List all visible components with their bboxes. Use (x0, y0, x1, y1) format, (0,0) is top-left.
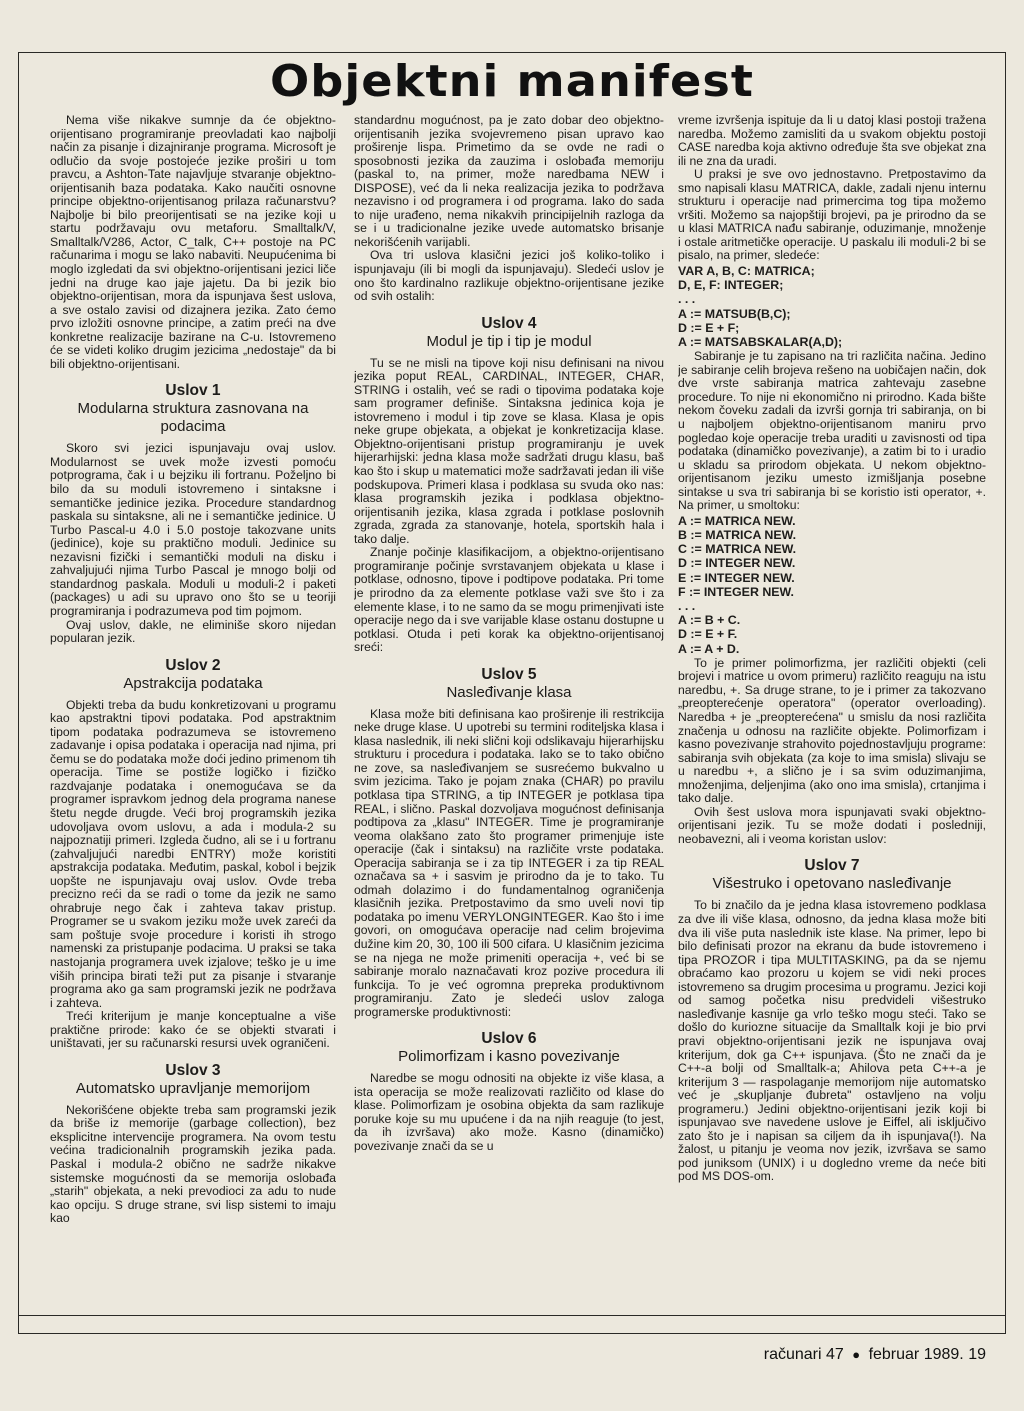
code-block-pascal (678, 264, 986, 349)
paragraph: Znanje počinje klasifikacijom, a objektno-orijentisano programiranje počinje svrstavanjem objekata u klase i potklase, odnosno, tipove i podtipove podataka. Pri tome je prirodno da za elemente potklase važi sve što i za elemente klase, i to ne samo da se mogu primenjivati iste operacije nego da i sve varijable klase ostanu dostupne u potklasi. Otuda i peti korak ka objektno-orijentisanoj sreći: (354, 545, 664, 655)
paragraph: Skoro svi jezici ispunjavaju ovaj uslov. Modularnost se uvek može izvesti pomoću potprograma, čak i u bejziku ili fortranu. Poželjno bi bilo da su moduli istovremeno i sintaksne i semantičke jedinice jezika. Procedure standardnog paskala su sintaksne, ali ne i semantičke jedinice. U Turbo Pascal-u 4.0 i 5.0 postoje takozvane units (jedinice), koje su praktično moduli. Jedinice su nezavisni fizički i semantički moduli na disku i zahvaljujući njima Turbo Pascal je mnogo bolji od standardnog paskala. Moduli u moduli-2 i paketi (packages) u adi su upravo ono što se u teoriji programiranja i podrazumeva pod tim pojmom. (50, 441, 336, 618)
section-number: Uslov 1 (165, 382, 221, 400)
code-line: D, E, F: INTEGER; (678, 278, 784, 293)
column-3 (678, 114, 986, 1324)
section-title: Modul je tip i tip je modul (426, 332, 592, 350)
section-title: Nasleđivanje klasa (446, 683, 572, 701)
section-number: Uslov 3 (165, 1061, 221, 1079)
paragraph: Ova tri uslova klasični jezici još koliko-toliko i ispunjavaju (ili bi mogli da ispunjavaju). Sledeći uslov je ono što kardinalno razlikuje objektno-orijentisane jezike od svih ostalih: (354, 248, 664, 304)
code-line: F := INTEGER NEW. (678, 584, 794, 599)
paragraph: Klasa može biti definisana kao proširenje ili restrikcija neke druge klase. U upotrebi su termini roditeljska klasa i klasa naslednik, ili neki slični koji odslikavaju hijerarhijsku strukturu i procedura i podataka. Iako se to tako obično ne zove, sa nasleđivanjem se susrećemo bukvalno u svim jezicima. Tako je pojam znaka (CHAR) po pravilu potklasa tipa STRING, a tip INTEGER je potklasa tipa REAL, i slično. Paskal dozvoljava mogućnost definisanja podtipova za „klasu" INTEGER. Time je programiranje veoma olakšano zato što programer primenjuje iste operacije (čak i sintaksu) na različite vrste podataka. Operacija sabiranja se i za tip INTEGER i za tip REAL označava sa + i sasvim je prirodno da je to tako. Tu odmah dolazimo i do fundamentalnog ograničenja klasičnih jezika. Pretpostavimo da smo uveli novi tip podataka po imenu VERYLONGINTEGER. Kao što i ime govori, on omogućava operacije nad celim brojevima dužine kim 20, 30, 100 ili 500 cifara. U klasičnim jezicima se na njega ne može primeniti operacija +, već bi se sabiranje moralo naznačavati kroz pozive procedura ili funkcija. To je već ogromna prepreka produktivnom programiranju. Zato je sledeći uslov zaloga programerske produktivnosti: (354, 706, 664, 1019)
magazine-issue: računari 47 (763, 1346, 844, 1363)
paragraph: Ovaj uslov, dakle, ne eliminiše skoro nijedan popularan jezik. (50, 617, 336, 646)
section-heading-4 (354, 314, 664, 351)
paragraph: To bi značilo da je jedna klasa istovremeno podklasa za dve ili više klasa, odnosno, da jedna klasa može biti dva ili više puta naslednik iste klase. Na primer, lepo bi bilo definisati prozor na ekranu da bude istovremeno i tipa PROZOR i tipa MULTITASKING, pa da se njemu obraćamo kao prozoru u kojem se vidi neki proces istovremeno sa drugim procesima u programu. Jezici koji od samog početka nisu predvideli višestruko nasleđivanje kasnije ga vrlo teško mogu steći. Tako se došlo do kuriozne situacije da Smalltalk koji je bio prvi pravi objektno-orijentisani jezik ne ispunjava ovaj kriterijum, dok ga C++ ispunjava. (Što ne znači da je C++-a bolji od Smalltalk-a; Ahilova peta C++-a je kriterijum 3 — raspolaganje memorijom nije automatsko već je „skupljanje đubreta" ostavljeno na volju programeru.) Jedini objektno-orijentisani jezik koji bi ispunjavao sve navedene uslove je Eiffel, ali isključivo zato što je i napisan sa ciljem da ih ispunjava(!). Na žalost, u pitanju je veoma nov jezik, izvršava se samo pod juniksom (UNIX) i u dogledno vreme da neće biti pod MS DOS-om. (678, 898, 986, 1184)
section-title: Automatsko upravljanje memorijom (75, 1079, 311, 1097)
section-number: Uslov 7 (804, 857, 860, 875)
section-heading-3 (50, 1061, 336, 1098)
page-footer (764, 1346, 986, 1364)
section-number: Uslov 4 (481, 314, 537, 332)
paragraph: Naredbe se mogu odnositi na objekte iz više klasa, a ista operacija se može realizovati različito od klase do klase. Polimorfizam je osobina objekta da sam razlikuje poruke koje su mu upućene i da na njih reaguje (to jest, da ih izvršava) ako može. Kasno (dinamičko) povezivanje znači da se u (354, 1071, 664, 1153)
section-heading-6 (354, 1029, 664, 1066)
column-1 (50, 114, 336, 1324)
code-line: A := A + D. (678, 641, 740, 656)
code-block-smalltalk (678, 514, 986, 656)
code-line: D := INTEGER NEW. (678, 556, 796, 571)
code-line: C := MATRICA NEW. (678, 542, 797, 557)
paragraph: U praksi je sve ovo jednostavno. Pretpostavimo da smo napisali klasu MATRICA, dakle, zadali njenu internu strukturu i operacije nad primercima tog tipa možemo vršiti. Možemo sa najopštiji brojevi, pa je prirodno da se u klasi MATRICA nađu sabiranje, oduzimanje, množenje i ostale aritmetičke operacije. U paskalu ili moduli-2 bi se pisalo, na primer, sledeće: (678, 167, 986, 263)
footer-rule (18, 1315, 1006, 1316)
code-line: . . . (678, 292, 696, 307)
page-number: 19 (968, 1346, 986, 1363)
section-heading-2 (50, 656, 336, 693)
paragraph: Ovih šest uslova mora ispunjavati svaki objektno-orijentisani jezik. Tu se može dodati i posledniji, neobavezni, ali i veoma koristan uslov: (678, 804, 986, 846)
paragraph: Nekorišćene objekte treba sam programski jezik da briše iz memorije (garbage collection), bez eksplicitne intervencije programera. Na ovom testu većina tradicionalnih programskih jezika pada. Paskal i modula-2 obično ne sadrže nikakve sistemske mogućnosti da se memorija oslobađa „starih" objekata, a neki prevodioci za adu to nude kao opciju. S druge strane, svi lisp sistemi to imaju kao (50, 1102, 336, 1226)
code-line: VAR A, B, C: MATRICA; (678, 264, 815, 279)
section-number: Uslov 2 (165, 656, 221, 674)
section-heading-5 (354, 665, 664, 702)
code-line: A := MATRICA NEW. (678, 513, 796, 528)
paragraph: Objekti treba da budu konkretizovani u programu kao apstraktni tipovi podataka. Pod apstraktnim tipom podataka podrazumeva se istovremeno zadavanje i opisa podataka i operacija nad njima, pri čemu se do podataka može doći jedino primenom tih operacija. Time se postiže logičko i fizičko razdvajanje podataka i onemogućava se da programer ispravkom jednog dela programa nanese štetu negde drugde. Veći broj programskih jezika udovoljava ovom uslovu, a ada i modula-2 su najpoznatiji primeri. Izgleda čudno, ali se i u fortranu (zahvaljujući naredbi ENTRY) može koristiti apstrakcija podataka. Međutim, paskal, kobol i bejzik uopšte ne ispunjavaju ovaj uslov. Ovde treba precizno reći da se radi o tome da jezik ne samo ohrabruje nego čak i zahteva takav pristup. Programer se u svakom jeziku može uvek zareći da sam poštuje svoje procedure i koristi ih strogo namenski za pristupanje podacima. U praksi se taka nastojanja programera uvek izjalove; teško je u ime viših principa birati teži put za pisanje i stvaranje programa ako ga sam programski jezik ne podržava i zahteva. (50, 697, 336, 1010)
paragraph: Treći kriterijum je manje konceptualne a više praktične prirode: kako će se objekti stvarati i uništavati, jer su računarski resursi uvek ograničeni. (50, 1009, 336, 1051)
bullet-dot-icon: ● (852, 1347, 861, 1362)
code-line: D := E + F; (678, 320, 740, 335)
code-line: A := MATSUB(B,C); (678, 306, 791, 321)
paragraph: Sabiranje je tu zapisano na tri različita načina. Jedino je sabiranje celih brojeva rešeno na uobičajen način, dok dve vrste sabiranja matrica zahtevaju zasebne procedure. To nije ni ekonomično ni prirodno. Kada bište nekom čoveku zadali da izvrši gornja tri sabiranja, on bi u najboljem objektno-orijentisanom maniru prvo pogledao koje operacije treba uraditi u zavisnosti od tipa podataka (dinamičko povezivanje), a zatim bi to i uradio u skladu sa prirodom objekata. U nekom objektno-orijentisanom jeziku umesto izmišljanja posebne sintakse u sva tri sabiranja bi se koristio isti operator, +. Na primer, u smoltoku: (678, 349, 986, 513)
section-heading-1 (50, 381, 336, 436)
code-line: A := B + C. (678, 613, 741, 628)
section-number: Uslov 5 (481, 665, 537, 683)
code-line: E := INTEGER NEW. (678, 570, 795, 585)
column-2 (354, 114, 664, 1324)
code-line: . . . (678, 599, 696, 614)
intro-paragraph: Nema više nikakve sumnje da će objektno-orijentisano programiranje preovladati kao najbolji način za pisanje i dizajniranje programa. Microsoft je odlučio da svoje postojeće jezike proširi u tom pravcu, a Ashton-Tate najavljuje stvaranje objektno-orijentisanih baza podataka. Kako naučiti osnovne principe objektno-orijentisanog prilaza računarstvu? Najbolje bi bilo preorijentisati se na jezike koji u startu podržavaju ovu metaforu. Smalltalk/V, Smalltalk/V286, Actor, C_talk, C++ postoje na PC računarima i mogu se lako nabaviti. Neupućenima bi moglo izgledati da svi objektno-orijentisani jezici liče jedni na druge kao jaje jajetu. Da bi jezik bio objektno-orijentisan, mora da ispunjava šest uslova, a sve ostalo zavisi od dizajnera jezika. Zato ćemo prvo izložiti osnovne principe, a zatim preći na dve konkretne realizacije bazirane na C-u. Istovremeno će se videti koliko drugim jezicima „nedostaje" da bi bili objektno-orijentisani. (50, 114, 336, 371)
paragraph: vreme izvršenja ispituje da li u datoj klasi postoji tražena naredba. Možemo zamisliti da u svakom objektu postoji CASE naredba koja aktivno određuje šta sve objekat zna ili ne zna da uradi. (678, 114, 986, 168)
section-number: Uslov 6 (481, 1030, 537, 1048)
section-title: Apstrakcija podataka (123, 674, 263, 692)
section-title: Modularna struktura zasnovana na podacima (77, 400, 309, 436)
article-title: Objektni manifest (269, 56, 755, 107)
paragraph: To je primer polimorfizma, jer različiti objekti (celi brojevi i matrice u ovom primeru) različito reaguju na istu naredbu, +. Sa druge strane, to je i primer za takozvano „preopterećenje operatora" (operator overloading). Naredba + je „preopterećena" u smislu da nosi različita značenja u odnosu na različite objekte. Polimorfizam i kasno povezivanje strahovito pojednostavljuju programe: sabiranja svih objekata (za koje to ima smisla) slivaju se u naredbu +, a slično je i sa svim oduzimanjima, množenjima, deljenjima (ako ono ima smisla), crtanjima i tako dalje. (678, 655, 986, 806)
code-line: B := MATRICA NEW. (678, 528, 797, 542)
paragraph: standardnu mogućnost, pa je zato dobar deo objektno-orijentisanih jezika svojevremeno pisan upravo kao proširenje lispa. Primetimo da se ovde ne radi o sposobnosti jezika da zauzima i oslobađa memoriju (paskal to, na primer, može naredbama NEW i DISPOSE), već da li neka realizacija jezika to podržava nezavisno i od programera i od programa. Iako do sada to nije urađeno, nema nikakvih principijelnih razloga da se i u tradicionalne jezike uvede automatsko brisanje nekorišćenih varijabli. (354, 114, 664, 249)
section-title: Višestruko i opetovano nasleđivanje (712, 875, 952, 893)
code-line: D := E + F. (678, 627, 738, 642)
section-heading-7 (678, 856, 986, 893)
issue-date: februar 1989. (868, 1346, 964, 1363)
paragraph: Tu se ne misli na tipove koji nisu definisani na nivou jezika poput REAL, CARDINAL, INTEGER, CHAR, STRING i ostalih, već se radi o tipovima podataka koje sam programer definiše. Sintaksna jedinica koja je istovremeno i modul i tip zove se klasa. Klasa je opis neke grupe objekata, a objekat je konkretizacija klase. Objektno-orijentisani pristup programiranju je uvek hijerarhijski: jedna klasa može sadržati drugu klasu, baš kao što i skup u matematici može sadržavati jedan ili više podskupova. Primeri klasa i podklasa su svuda oko nas: klasa programskih jezika i podklasa objektno-orijentisanih jezika, klasa zgrada i potklase poslovnih zgrada, zgrada za stanovanje, hotela, sportskih hala i tako dalje. (354, 355, 664, 546)
code-line: A := MATSABSKALAR(A,D); (678, 335, 843, 350)
section-title: Polimorfizam i kasno povezivanje (398, 1048, 620, 1066)
